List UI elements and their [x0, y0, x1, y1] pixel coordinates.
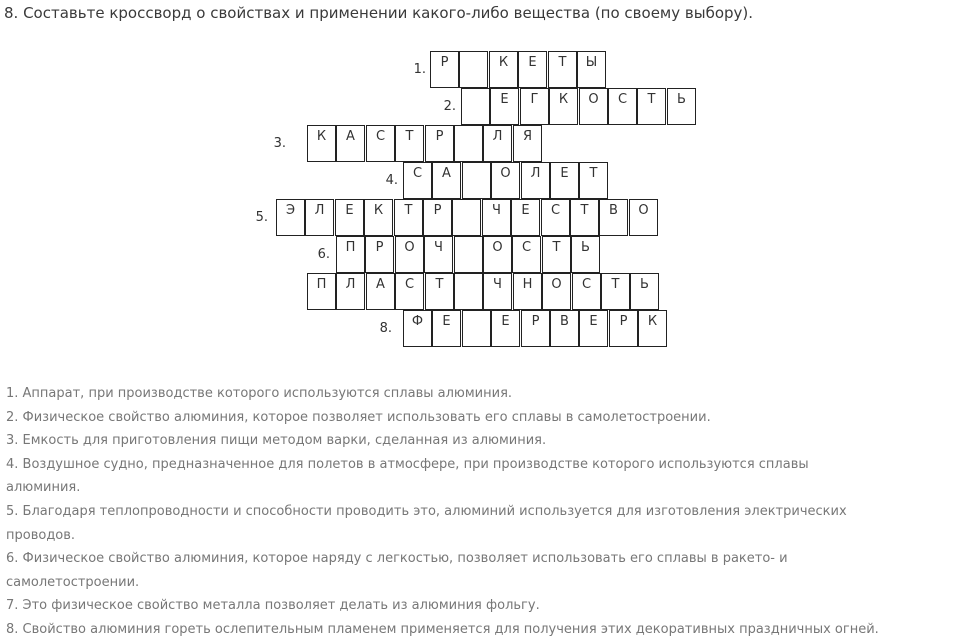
crossword-cell: Е — [518, 51, 547, 88]
crossword-cell: О — [491, 162, 520, 199]
crossword-cell: Р — [365, 236, 394, 273]
crossword-cell — [459, 51, 488, 88]
crossword-cell: В — [599, 199, 628, 236]
crossword-cell: В — [550, 310, 579, 347]
crossword-cell: С — [541, 199, 570, 236]
crossword-cell: Т — [548, 51, 577, 88]
crossword-cell — [454, 125, 483, 162]
crossword-cell — [461, 88, 490, 125]
clue-text: 3. Емкость для приготовления пищи методом варки, сделанная из алюминия. — [6, 433, 547, 449]
crossword-cell: Ч — [424, 236, 453, 273]
crossword-number: 5. — [255, 210, 268, 225]
crossword-cell — [454, 236, 483, 273]
crossword-cell: Г — [520, 88, 549, 125]
crossword-cell: Э — [276, 199, 305, 236]
clue-list — [6, 382, 956, 642]
crossword-cell: Т — [394, 199, 423, 236]
crossword-cell: Я — [513, 125, 542, 162]
crossword-cell: А — [366, 273, 395, 310]
crossword-cell: С — [572, 273, 601, 310]
crossword-cell: К — [638, 310, 667, 347]
crossword-cell: О — [395, 236, 424, 273]
crossword-number: 8. — [379, 321, 392, 336]
crossword-cell: Т — [601, 273, 630, 310]
crossword-cell: С — [608, 88, 637, 125]
crossword-cell: П — [307, 273, 336, 310]
crossword-cell: Е — [550, 162, 579, 199]
crossword-number: 3. — [273, 136, 286, 151]
crossword-cell: Л — [483, 125, 512, 162]
crossword-cell: Р — [425, 125, 454, 162]
crossword-cell: Р — [521, 310, 550, 347]
crossword-cell: К — [549, 88, 578, 125]
crossword-cell: Н — [513, 273, 542, 310]
crossword-cell: Р — [430, 51, 459, 88]
crossword-cell: А — [432, 162, 461, 199]
crossword-cell — [462, 162, 491, 199]
crossword-cell: Е — [491, 310, 520, 347]
crossword-cell: С — [403, 162, 432, 199]
clue-text: 2. Физическое свойство алюминия, которое позволяет использовать его сплавы в самолетостроении. — [6, 409, 711, 425]
crossword-cell: С — [395, 273, 424, 310]
clue-text: 1. Аппарат, при производстве которого используются сплавы алюминия. — [6, 386, 513, 401]
crossword-cell: Е — [335, 199, 364, 236]
crossword-cell: Е — [511, 199, 540, 236]
crossword-cell: О — [542, 273, 571, 310]
crossword-cell: Т — [425, 273, 454, 310]
crossword-cell: Е — [490, 88, 519, 125]
crossword-cell: С — [366, 125, 395, 162]
crossword-cell: Т — [395, 125, 424, 162]
crossword-cell — [462, 310, 491, 347]
crossword-cell: К — [307, 125, 336, 162]
crossword-cell — [454, 273, 483, 310]
crossword-cell: Л — [521, 162, 550, 199]
crossword-cell: О — [629, 199, 658, 236]
crossword-cell: Т — [570, 199, 599, 236]
crossword-cell: Т — [637, 88, 666, 125]
crossword-cell: Ы — [577, 51, 606, 88]
clue-text: 7. Это физическое свойство металла позволяет делать из алюминия фольгу. — [6, 598, 540, 614]
crossword-cell: Ь — [571, 236, 600, 273]
crossword-number: 1. — [413, 62, 426, 77]
clue-text: 4. Воздушное судно, предназначенное для полетов в атмосфере, при производстве которого используются сплавы — [6, 456, 809, 472]
crossword-cell: К — [364, 199, 393, 236]
crossword-cell: Е — [579, 310, 608, 347]
clue-text: самолетостроении. — [6, 574, 140, 590]
clue-text: алюминия. — [6, 480, 81, 496]
clue-text: 5. Благодаря теплопроводности и способности проводить это, алюминий используется для изготовления электрических — [6, 503, 847, 519]
crossword-cell: Л — [336, 273, 365, 310]
crossword-cell: Ч — [483, 273, 512, 310]
crossword-cell: Т — [579, 162, 608, 199]
crossword-number: 4. — [385, 173, 398, 188]
task-title: 8. Составьте кроссворд о свойствах и применении какого-либо вещества (по своему выбору). — [4, 4, 754, 22]
crossword-cell: О — [579, 88, 608, 125]
crossword-cell: Р — [423, 199, 452, 236]
clue-text: проводов. — [6, 527, 76, 543]
crossword-cell: А — [336, 125, 365, 162]
crossword-cell: К — [489, 51, 518, 88]
crossword-cell: Ч — [482, 199, 511, 236]
crossword-cell: О — [483, 236, 512, 273]
crossword-cell — [452, 199, 481, 236]
clue-text: 6. Физическое свойство алюминия, которое наряду с легкостью, позволяет использовать его сплавы в ракето- и — [6, 551, 788, 567]
crossword-cell: Ь — [667, 88, 696, 125]
crossword-cell: Л — [305, 199, 334, 236]
clue-text: 8. Свойство алюминия гореть ослепительным пламенем применяется для получения этих декоративных праздничных огней. — [6, 621, 879, 637]
crossword-number: 2. — [443, 99, 456, 114]
crossword-cell: С — [512, 236, 541, 273]
crossword-cell: Е — [432, 310, 461, 347]
crossword-cell: Ь — [630, 273, 659, 310]
crossword-number: 6. — [317, 247, 330, 262]
crossword-cell: Ф — [403, 310, 432, 347]
crossword-cell: Т — [542, 236, 571, 273]
crossword-cell: Р — [609, 310, 638, 347]
crossword-cell: П — [336, 236, 365, 273]
